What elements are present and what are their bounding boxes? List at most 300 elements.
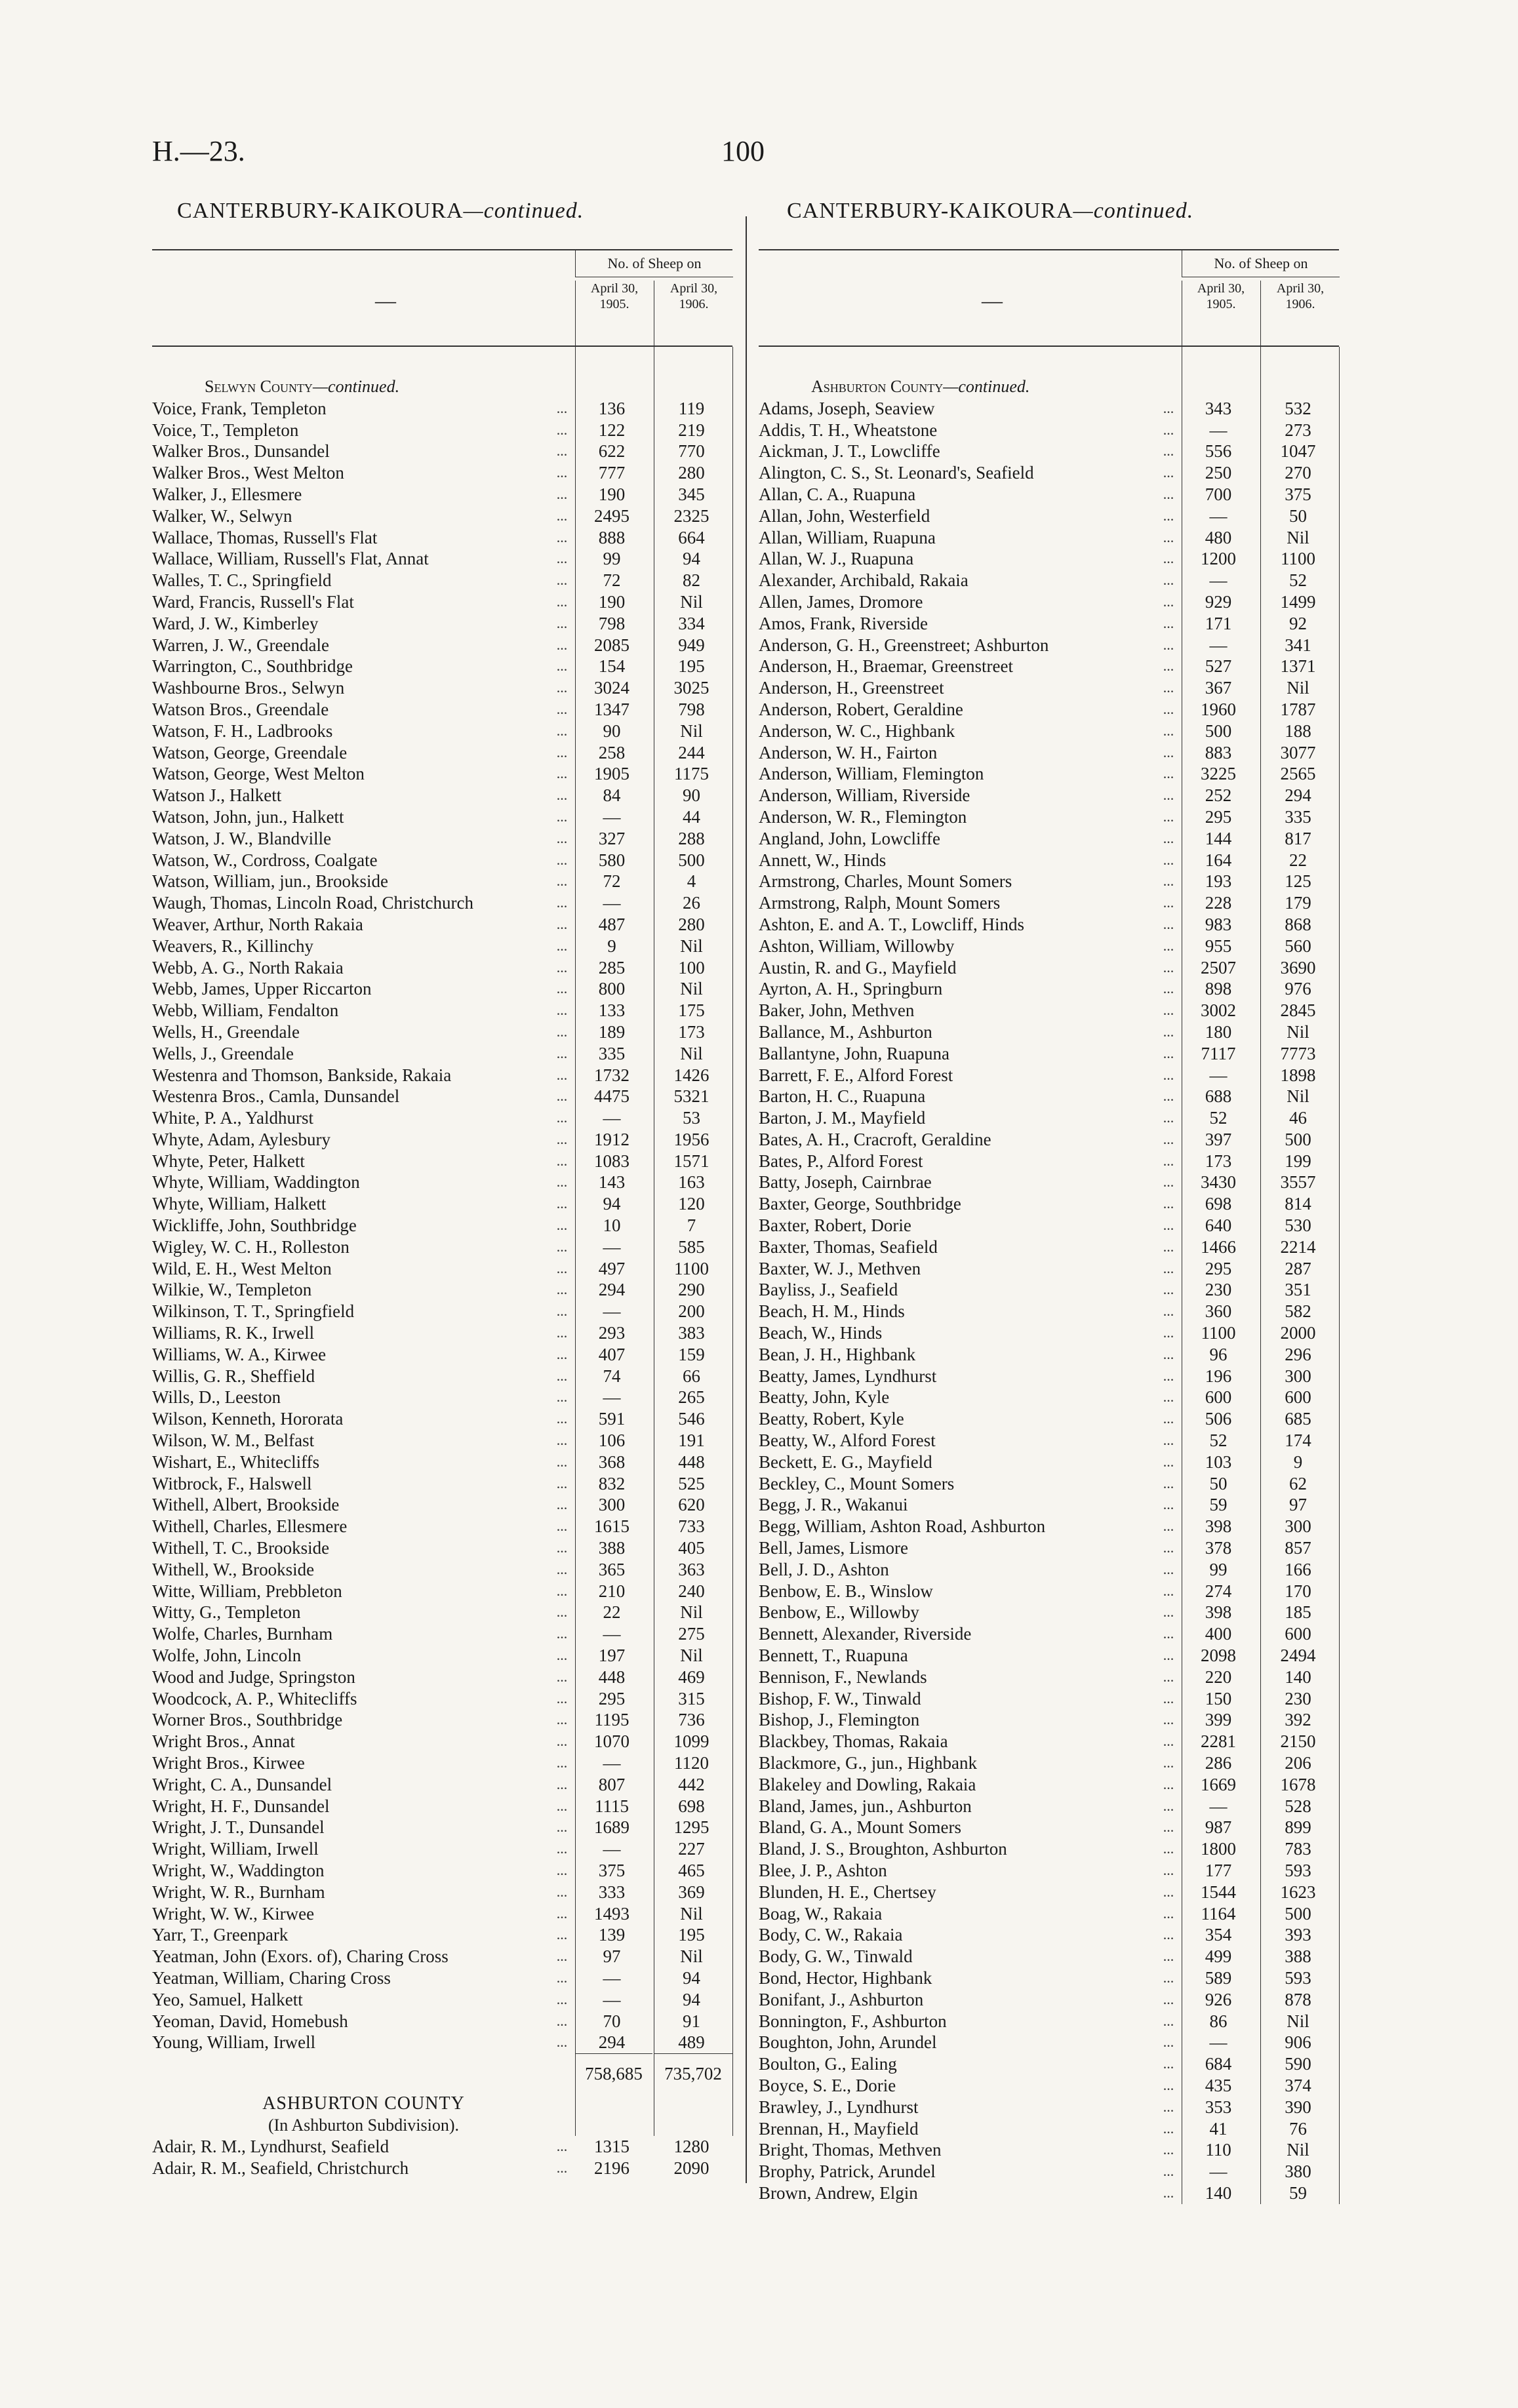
table-row xyxy=(759,1838,1339,1860)
holder-name: Armstrong, Charles, Mount Somers xyxy=(759,871,1012,892)
sheep-1906: 2845 xyxy=(1280,1000,1316,1021)
leader-dots: ... xyxy=(1163,485,1174,502)
table-row xyxy=(759,1731,1339,1752)
sheep-1905: 250 xyxy=(1205,463,1232,483)
leader-dots: ... xyxy=(1163,1130,1174,1147)
sheep-1905: 139 xyxy=(598,1925,626,1945)
table-row xyxy=(759,892,1339,914)
leader-dots: ... xyxy=(556,1410,568,1427)
table-row xyxy=(759,570,1339,591)
sheep-1905: 832 xyxy=(598,1473,626,1493)
sheep-1906: 199 xyxy=(1285,1151,1311,1171)
table-row xyxy=(152,1667,732,1688)
table-row xyxy=(759,1172,1339,1193)
table-row xyxy=(759,635,1339,656)
table-row xyxy=(759,1817,1339,1838)
sheep-1905: 220 xyxy=(1205,1667,1232,1687)
sheep-1906: 528 xyxy=(1285,1796,1311,1816)
sheep-1906: 179 xyxy=(1285,893,1311,913)
holder-name: Washbourne Bros., Selwyn xyxy=(152,678,345,698)
leader-dots: ... xyxy=(1163,399,1174,416)
sheep-1906: 500 xyxy=(1285,1903,1311,1924)
table-row xyxy=(759,613,1339,635)
sheep-1906: 3557 xyxy=(1280,1172,1316,1193)
holder-name: Alington, C. S., St. Leonard's, Seafield xyxy=(759,463,1034,483)
sheep-1905: 499 xyxy=(1205,1946,1232,1967)
holder-name: Bell, James, Lismore xyxy=(759,1538,908,1558)
holder-name: Baxter, George, Southbridge xyxy=(759,1194,961,1214)
holder-name: Williams, W. A., Kirwee xyxy=(152,1344,327,1364)
holder-name: Annett, W., Hinds xyxy=(759,850,887,870)
holder-name: Ashton, E. and A. T., Lowcliff, Hinds xyxy=(759,914,1024,934)
leader-dots: ... xyxy=(1163,1217,1174,1234)
sheep-1906: 1898 xyxy=(1280,1065,1316,1085)
table-row xyxy=(152,2032,732,2053)
table-row xyxy=(152,1258,732,1280)
leader-dots: ... xyxy=(1163,528,1174,545)
sheep-1905: 293 xyxy=(598,1323,626,1343)
table-row xyxy=(759,1967,1339,1989)
column-rule xyxy=(1260,347,1261,2204)
leader-dots: ... xyxy=(1163,1539,1174,1556)
sheep-1906: 7773 xyxy=(1280,1043,1316,1063)
leader-dots: ... xyxy=(556,1259,568,1276)
leader-dots: ... xyxy=(556,1539,568,1556)
sheep-1906: 287 xyxy=(1285,1258,1311,1278)
leader-dots: ... xyxy=(1163,1044,1174,1061)
sheep-1906: 593 xyxy=(1285,1860,1311,1880)
table-row xyxy=(759,505,1339,527)
table-row xyxy=(152,1989,732,2011)
leader-dots: ... xyxy=(556,1819,568,1836)
holder-name: Beatty, John, Kyle xyxy=(759,1387,890,1408)
table-row xyxy=(152,1279,732,1301)
sheep-1906: 341 xyxy=(1285,635,1311,655)
sheep-1906: 4 xyxy=(687,871,696,892)
sheep-1906: 380 xyxy=(1285,2161,1311,2182)
leader-dots: ... xyxy=(556,743,568,760)
table-row xyxy=(152,850,732,871)
holder-name: Webb, William, Fendalton xyxy=(152,1000,339,1021)
sheep-1906: 530 xyxy=(1285,1215,1311,1236)
leader-dots: ... xyxy=(1163,1733,1174,1750)
holder-name: Bland, James, jun., Ashburton xyxy=(759,1796,972,1816)
holder-name: Boyce, S. E., Dorie xyxy=(759,2075,896,2095)
sheep-1906: Nil xyxy=(1287,2011,1309,2031)
leader-dots: ... xyxy=(556,915,568,932)
sheep-1906: 363 xyxy=(678,1559,705,1579)
leader-dots: ... xyxy=(556,1109,568,1126)
leader-dots: ... xyxy=(556,1432,568,1449)
holder-name: Wright, H. F., Dunsandel xyxy=(152,1796,330,1816)
sheep-1905: 1689 xyxy=(594,1817,629,1838)
sheep-1905: 365 xyxy=(598,1559,626,1579)
holder-name: Bright, Thomas, Methven xyxy=(759,2140,942,2160)
holder-name: Yeoman, David, Homebush xyxy=(152,2011,348,2031)
sheep-1905: 807 xyxy=(598,1774,626,1794)
leader-dots: ... xyxy=(1163,421,1174,438)
holder-name: Wickliffe, John, Southbridge xyxy=(152,1215,357,1236)
sheep-1906: 195 xyxy=(678,656,705,677)
sheep-1906: 26 xyxy=(683,893,700,913)
holder-name: Bonifant, J., Ashburton xyxy=(759,1989,924,2009)
col-1905-header: April 30, 1905. xyxy=(575,281,653,345)
sheep-1906: 334 xyxy=(678,613,705,633)
sheep-1905: 800 xyxy=(598,979,626,999)
leader-dots: ... xyxy=(1163,1948,1174,1965)
table-row xyxy=(152,914,732,936)
holder-name: Witbrock, F., Halswell xyxy=(152,1473,312,1493)
sheep-1905: 1615 xyxy=(594,1516,629,1537)
sheep-1906: 119 xyxy=(678,398,705,418)
leader-dots: ... xyxy=(556,1130,568,1147)
sheep-1905: 196 xyxy=(1205,1366,1232,1386)
sheep-1905: 368 xyxy=(598,1451,626,1472)
holder-name: Blackmore, G., jun., Highbank xyxy=(759,1753,977,1773)
holder-name: Wright Bros., Annat xyxy=(152,1731,295,1752)
sheep-1905: — xyxy=(603,1624,621,1644)
table-row xyxy=(152,1709,732,1731)
table-row xyxy=(759,420,1339,441)
leader-dots: ... xyxy=(1163,2034,1174,2051)
table-row xyxy=(152,1537,732,1559)
leader-dots: ... xyxy=(1163,1367,1174,1384)
leader-dots: ... xyxy=(1163,1410,1174,1427)
holder-name: Wallace, Thomas, Russell's Flat xyxy=(152,527,378,547)
table-row xyxy=(759,1301,1339,1322)
table-row xyxy=(759,1193,1339,1215)
col-1906-header: April 30, 1906. xyxy=(654,281,733,345)
table-row xyxy=(759,1473,1339,1495)
sheep-1905: 177 xyxy=(1205,1860,1232,1880)
table-row xyxy=(759,1408,1339,1430)
table-row xyxy=(759,1236,1339,1258)
leader-dots: ... xyxy=(1163,1819,1174,1836)
leader-dots: ... xyxy=(1163,2076,1174,2093)
table-row xyxy=(152,1516,732,1537)
sheep-1905: 59 xyxy=(1209,1495,1228,1515)
sheep-1905: 140 xyxy=(1205,2182,1232,2203)
leader-dots: ... xyxy=(556,443,568,460)
table-row xyxy=(759,871,1339,892)
sheep-1905: 197 xyxy=(598,1646,626,1666)
table-row xyxy=(759,957,1339,979)
table-row xyxy=(759,1065,1339,1086)
sheep-1905: — xyxy=(603,1753,621,1773)
sheep-1906: 532 xyxy=(1285,398,1311,418)
sheep-1905: 22 xyxy=(603,1602,621,1623)
sheep-1906: 59 xyxy=(1289,2182,1307,2203)
table-row xyxy=(152,1236,732,1258)
sheep-1905: 688 xyxy=(1205,1086,1232,1107)
sheep-1906: 698 xyxy=(678,1796,705,1816)
table-row xyxy=(759,398,1339,420)
sheep-1906: 46 xyxy=(1289,1108,1307,1128)
sheep-1905: 285 xyxy=(598,957,626,977)
sheep-1905: 591 xyxy=(598,1409,626,1429)
table-row xyxy=(759,914,1339,936)
leader-dots: ... xyxy=(556,1066,568,1083)
sheep-1906: 3690 xyxy=(1280,957,1316,977)
leader-dots: ... xyxy=(1163,700,1174,717)
table-row xyxy=(759,828,1339,850)
sheep-1906: 170 xyxy=(1285,1581,1311,1601)
sheep-1905: 171 xyxy=(1205,613,1232,633)
sheep-1906: 1280 xyxy=(673,2137,709,2157)
holder-name: Boulton, G., Ealing xyxy=(759,2054,897,2074)
leader-dots: ... xyxy=(1163,1174,1174,1191)
leader-dots: ... xyxy=(1163,1797,1174,1814)
leader-dots: ... xyxy=(556,679,568,696)
sheep-1905: 190 xyxy=(598,484,626,504)
table-row xyxy=(152,1473,732,1495)
leader-dots: ... xyxy=(556,1582,568,1599)
leader-dots: ... xyxy=(1163,1281,1174,1298)
table-row xyxy=(152,978,732,1000)
leader-dots: ... xyxy=(556,1840,568,1857)
table-row xyxy=(759,1537,1339,1559)
leader-dots: ... xyxy=(1163,1496,1174,1513)
sheep-1905: 684 xyxy=(1205,2054,1232,2074)
holder-name: Blakeley and Dowling, Rakaia xyxy=(759,1774,976,1794)
holder-name: Walles, T. C., Springfield xyxy=(152,570,332,591)
sheep-1905: — xyxy=(1209,505,1228,526)
leader-dots: ... xyxy=(556,1217,568,1234)
sheep-1905: 3024 xyxy=(594,678,629,698)
leader-dots: ... xyxy=(556,1775,568,1792)
holder-name: Wood and Judge, Springston xyxy=(152,1667,355,1687)
sheep-1905: 1200 xyxy=(1201,549,1236,569)
holder-name: Wallace, William, Russell's Flat, Annat xyxy=(152,549,429,569)
sheep-1906: 582 xyxy=(1285,1301,1311,1322)
sheep-1906: 814 xyxy=(1285,1194,1311,1214)
holder-name: Addis, T. H., Wheatstone xyxy=(759,420,938,440)
sheep-1905: 74 xyxy=(603,1366,621,1386)
holder-name: Bishop, J., Flemington xyxy=(759,1710,920,1730)
leader-dots: ... xyxy=(556,1474,568,1491)
holder-name: Watson, J. W., Blandville xyxy=(152,828,332,848)
leader-dots: ... xyxy=(1163,614,1174,631)
leader-dots: ... xyxy=(1163,1088,1174,1105)
leader-dots: ... xyxy=(1163,765,1174,782)
leader-dots: ... xyxy=(1163,1109,1174,1126)
table-row xyxy=(759,1774,1339,1796)
leader-dots: ... xyxy=(1163,1861,1174,1878)
holder-name: Batty, Joseph, Cairnbrae xyxy=(759,1172,932,1193)
leader-dots: ... xyxy=(1163,464,1174,481)
holder-name: Allen, James, Dromore xyxy=(759,591,923,612)
table-row xyxy=(152,505,732,527)
table-row xyxy=(759,1129,1339,1151)
sheep-1906: 906 xyxy=(1285,2032,1311,2053)
sheep-1906: 227 xyxy=(678,1839,705,1859)
holder-name: Walker Bros., West Melton xyxy=(152,463,344,483)
sheep-1906: 97 xyxy=(1289,1495,1307,1515)
sheep-1905: 506 xyxy=(1205,1409,1232,1429)
leader-dots: ... xyxy=(1163,722,1174,739)
leader-dots: ... xyxy=(556,2159,568,2176)
right-column-title: CANTERBURY-KAIKOURA—continued. xyxy=(787,199,1194,223)
leader-dots: ... xyxy=(556,765,568,782)
sheep-1905: 327 xyxy=(598,828,626,848)
holder-name: Baxter, Robert, Dorie xyxy=(759,1215,911,1236)
sheep-1906: 1623 xyxy=(1280,1882,1316,1902)
total-row xyxy=(152,2053,732,2093)
table-row xyxy=(759,1581,1339,1602)
holder-name: Withell, Albert, Brookside xyxy=(152,1495,340,1515)
leader-dots: ... xyxy=(1163,1345,1174,1362)
leader-dots: ... xyxy=(556,1496,568,1513)
table-row xyxy=(759,1215,1339,1236)
leader-dots: ... xyxy=(1163,851,1174,868)
table-row xyxy=(759,484,1339,505)
right-table-header xyxy=(759,249,1339,347)
leader-dots: ... xyxy=(556,1797,568,1814)
sheep-1905: 556 xyxy=(1205,441,1232,462)
leader-dots: ... xyxy=(556,1002,568,1019)
table-row xyxy=(759,2182,1339,2204)
leader-dots: ... xyxy=(1163,1604,1174,1621)
table-row xyxy=(759,850,1339,871)
sheep-1905: 295 xyxy=(598,1688,626,1708)
holder-name: Allan, W. J., Ruapuna xyxy=(759,549,914,569)
sheep-1906: 525 xyxy=(678,1473,705,1493)
sheep-1905: 103 xyxy=(1205,1451,1232,1472)
sheep-1906: 53 xyxy=(683,1108,700,1128)
sheep-1906: 1175 xyxy=(674,764,709,784)
sheep-1905: 400 xyxy=(1205,1624,1232,1644)
holder-name: Allan, C. A., Ruapuna xyxy=(759,484,916,504)
holder-name: Adair, R. M., Lyndhurst, Seafield xyxy=(152,2137,389,2157)
holder-name: Anderson, William, Flemington xyxy=(759,764,984,784)
holder-name: Benbow, E., Willowby xyxy=(759,1602,919,1623)
table-row xyxy=(152,1623,732,1645)
table-row xyxy=(152,1838,732,1860)
sheep-1905: 1347 xyxy=(594,699,629,719)
sheep-1906: 3025 xyxy=(673,678,709,698)
leader-dots: ... xyxy=(1163,980,1174,997)
leader-dots: ... xyxy=(556,614,568,631)
holder-name: White, P. A., Yaldhurst xyxy=(152,1108,314,1128)
leader-dots: ... xyxy=(556,787,568,804)
sheep-1906: Nil xyxy=(680,591,703,612)
sheep-1906: 798 xyxy=(678,699,705,719)
sheep-1905: 398 xyxy=(1205,1516,1232,1537)
table-row xyxy=(152,1860,732,1882)
sheep-1906: 1100 xyxy=(674,1258,709,1278)
sheep-1906: 1371 xyxy=(1280,656,1316,677)
sheep-1905: 136 xyxy=(598,398,626,418)
sheep-1905: 230 xyxy=(1205,1280,1232,1300)
sheep-1905: — xyxy=(1209,2032,1228,2053)
leader-dots: ... xyxy=(1163,1023,1174,1040)
sheep-1905: — xyxy=(603,1301,621,1322)
sheep-1905: — xyxy=(1209,570,1228,591)
holder-name: Baker, John, Methven xyxy=(759,1000,915,1021)
sheep-1905: 798 xyxy=(598,613,626,633)
table-row xyxy=(759,1043,1339,1065)
sheep-1906: 878 xyxy=(1285,1989,1311,2009)
holder-name: Anderson, W. R., Flemington xyxy=(759,806,967,827)
sheep-1906: 125 xyxy=(1285,871,1311,892)
leader-dots: ... xyxy=(556,1044,568,1061)
sheep-1906: 868 xyxy=(1285,914,1311,934)
holder-name: Armstrong, Ralph, Mount Somers xyxy=(759,893,1001,913)
sheep-1905: 72 xyxy=(603,570,621,591)
holder-name: Wills, D., Leeston xyxy=(152,1387,281,1408)
sheep-1906: 469 xyxy=(678,1667,705,1687)
sheep-1906: 174 xyxy=(1285,1431,1311,1451)
holder-name: Anderson, William, Riverside xyxy=(759,785,970,806)
table-row xyxy=(152,720,732,742)
holder-name: Ashton, William, Willowby xyxy=(759,936,955,956)
sheep-1906: 91 xyxy=(683,2011,700,2031)
holder-name: Anderson, G. H., Greenstreet; Ashburton xyxy=(759,635,1049,655)
sheep-1906: 92 xyxy=(1289,613,1307,633)
sheep-1905: 698 xyxy=(1205,1194,1232,1214)
holder-name: Brawley, J., Lyndhurst xyxy=(759,2097,919,2117)
leader-dots: ... xyxy=(1163,507,1174,524)
leader-dots: ... xyxy=(1163,2163,1174,2180)
leader-dots: ... xyxy=(1163,873,1174,890)
holder-name: Watson, George, West Melton xyxy=(152,764,365,784)
table-row xyxy=(759,1494,1339,1516)
leader-dots: ... xyxy=(1163,1518,1174,1535)
table-row xyxy=(152,1731,732,1752)
sheep-1906: 82 xyxy=(683,570,700,591)
sheep-1905: 97 xyxy=(603,1946,621,1967)
sheep-1906: Nil xyxy=(680,936,703,956)
header-dash: — xyxy=(982,288,1003,312)
holder-name: Barton, H. C., Ruapuna xyxy=(759,1086,926,1107)
header-dash: — xyxy=(375,288,396,312)
sheep-1905: 335 xyxy=(598,1043,626,1063)
holder-name: Brown, Andrew, Elgin xyxy=(759,2182,918,2203)
holder-name: Watson, W., Cordross, Coalgate xyxy=(152,850,378,870)
sheep-1905: 274 xyxy=(1205,1581,1232,1601)
sheep-1906: 590 xyxy=(1285,2054,1311,2074)
leader-dots: ... xyxy=(1163,2055,1174,2072)
sheep-1905: 2281 xyxy=(1201,1731,1236,1752)
sheep-1905: 1732 xyxy=(594,1065,629,1085)
holder-name: Wolfe, Charles, Burnham xyxy=(152,1624,333,1644)
sheep-1906: 500 xyxy=(678,850,705,870)
table-row xyxy=(152,1129,732,1151)
sheep-1906: 185 xyxy=(1285,1602,1311,1623)
leader-dots: ... xyxy=(1163,2012,1174,2029)
sheep-1906: 2150 xyxy=(1280,1731,1316,1752)
sheep-1906: Nil xyxy=(1287,527,1309,547)
table-row xyxy=(152,1451,732,1473)
sheep-1906: 442 xyxy=(678,1774,705,1794)
leader-dots: ... xyxy=(556,528,568,545)
leader-dots: ... xyxy=(556,399,568,416)
sheep-1905: 388 xyxy=(598,1538,626,1558)
holder-name: Whyte, Adam, Aylesbury xyxy=(152,1129,330,1149)
leader-dots: ... xyxy=(556,1303,568,1320)
sheep-1905: 343 xyxy=(1205,398,1232,418)
holder-name: Bland, G. A., Mount Somers xyxy=(759,1817,962,1838)
table-row xyxy=(152,1796,732,1817)
table-row xyxy=(759,1366,1339,1387)
holder-name: Wells, J., Greendale xyxy=(152,1043,294,1063)
sheep-1905: 10 xyxy=(603,1215,621,1236)
leader-dots: ... xyxy=(1163,658,1174,675)
leader-dots: ... xyxy=(556,636,568,653)
sheep-1905: 133 xyxy=(598,1000,626,1021)
holder-name: Beckett, E. G., Mayfield xyxy=(759,1451,932,1472)
holder-name: Wright, W. R., Burnham xyxy=(152,1882,325,1902)
